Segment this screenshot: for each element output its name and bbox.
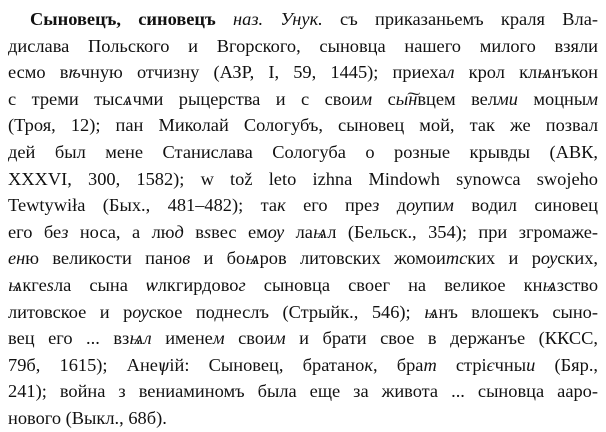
text-segment: д (174, 221, 184, 242)
headword: Сыновецъ, синовецъ (30, 9, 216, 29)
text-segment: есмо в (8, 62, 69, 83)
text-segment: з (61, 221, 69, 242)
text-segment: ѹ (406, 195, 423, 216)
entry-line (8, 352, 598, 379)
text-segment: и (526, 354, 536, 375)
text-segment: м (212, 328, 225, 349)
text-segment: носа, а лю (68, 221, 175, 242)
entry-line (8, 325, 598, 352)
text-segment: є (486, 354, 495, 375)
text-segment: чную отчизну (АЗР, І, 59, 1445); приеха (80, 62, 447, 83)
text-segment: вец его ... вз (8, 328, 130, 349)
text-segment: кге (22, 274, 47, 295)
text-segment: с треми тыс (8, 88, 123, 109)
text-segment: ла сына (53, 274, 147, 295)
entry-line (8, 6, 598, 33)
entry-line (8, 192, 598, 219)
text-segment: ѩ (312, 221, 328, 242)
text-segment: крол кл (454, 62, 538, 83)
text-segment: ѩ (129, 328, 144, 349)
text-segment: (Троя, 12); пан Миколай Сологубъ, сыновец мой, так же позвал (8, 115, 598, 136)
text-segment: ѩ (8, 274, 23, 295)
text-segment: нового (Выкл., 68б). (8, 407, 167, 428)
text-segment: ѹ (267, 221, 285, 242)
text-segment: нъкон (551, 62, 598, 83)
text-segment: с (372, 88, 396, 109)
text-segment: л (143, 328, 152, 349)
text-segment: стрі (436, 354, 487, 375)
text-segment: ѱ (157, 354, 170, 375)
text-segment: ла (284, 221, 313, 242)
text-segment: в (183, 221, 204, 242)
text-segment: зство (556, 274, 598, 295)
text-segment: д (379, 195, 407, 216)
text-segment: водил синовец (453, 195, 598, 216)
text-segment: 241); война з вениаминомъ была еще за живота ... сыновца ааро- (8, 381, 598, 402)
entry-line (8, 405, 598, 432)
text-segment: ѕ (46, 274, 54, 295)
text-segment: ю великости пано (25, 248, 183, 269)
text-segment: м (360, 88, 373, 109)
text-segment: м (586, 88, 598, 109)
text-segment: , бра (372, 354, 424, 375)
text-segment: имене (151, 328, 213, 349)
text-segment: тс (445, 248, 468, 269)
text-segment: чми рыцерства и с свои (132, 88, 361, 109)
text-segment: сыновца своег на великое кн (245, 274, 543, 295)
text-segment: (Бяр., (535, 354, 598, 375)
line-0 (340, 9, 598, 29)
text-segment: к (364, 354, 373, 375)
text-segment: г (238, 274, 246, 295)
text-segment: ен (8, 248, 26, 269)
entry-line (8, 378, 598, 405)
text-segment: ѹ (540, 248, 558, 269)
text-segment: ми (497, 88, 518, 109)
text-segment: лкгирдово (157, 274, 239, 295)
text-segment: т (423, 354, 437, 375)
entry-line (8, 299, 598, 326)
entry-line (8, 139, 598, 166)
text-segment: нъ влошекъ сыно- (438, 301, 598, 322)
entry-line (8, 112, 598, 139)
text-segment: XXXVI, 300, 1582); w tož leto izhna Mindowh synowca swojeho (8, 168, 598, 189)
text-segment: литовское и р (8, 301, 133, 322)
entry-line (8, 166, 598, 193)
text-segment: ѡ (146, 274, 158, 295)
entry-line (8, 272, 598, 299)
text-segment: вес ем (211, 221, 268, 242)
text-segment: пи (422, 195, 443, 216)
text-segment: ѣ (68, 62, 81, 83)
text-segment: его бе (8, 221, 62, 242)
text-segment: в (182, 248, 191, 269)
definition: Унук. (280, 9, 323, 29)
entry-line (8, 33, 598, 60)
text-segment: Tewtywiła (Бых., 481–482); та (8, 195, 278, 216)
text-segment: ѩ (537, 62, 552, 83)
text-segment: ких и р (467, 248, 541, 269)
text-segment: ское поднеслъ (Стрыйк., 546); (148, 301, 425, 322)
text-segment: ѩ (424, 301, 439, 322)
text-segment: дислава Польского и Вгорского, сыновца нашего милого взяли (8, 35, 598, 56)
entry-line (8, 245, 598, 272)
text-segment: л (446, 62, 455, 83)
grammar-label: наз. (233, 9, 264, 29)
text-segment: ѩ (542, 274, 557, 295)
text-segment: съ приказаньемъ краля Вла- (340, 9, 598, 29)
text-segment: дей был мене Станислава Сологуба о розные крывды (АВК, (8, 141, 598, 162)
text-segment: з (372, 195, 380, 216)
text-segment: м (442, 195, 454, 216)
entry-line (8, 86, 598, 113)
text-segment: чны (494, 354, 527, 375)
text-segment: к (277, 195, 286, 216)
text-segment: его пре (285, 195, 373, 216)
text-segment: и брати свое в держанъе (ККСС, (285, 328, 598, 349)
text-segment: ій: Сыновец, братано (169, 354, 365, 375)
text-segment: л (Бельск., 354); при згромаже- (327, 221, 598, 242)
entry-line (8, 219, 598, 246)
text-segment: свои (224, 328, 274, 349)
text-segment: м (273, 328, 286, 349)
text-segment: и бо (190, 248, 246, 269)
text-segment: ѩ (245, 248, 260, 269)
text-segment: моцны (517, 88, 587, 109)
text-segment: ских, (557, 248, 598, 269)
text-segment: ѧ (122, 88, 133, 109)
text-segment: ров литовских жомои (259, 248, 446, 269)
text-segment: ѹ (132, 301, 149, 322)
text-segment: ы͠н (395, 88, 418, 109)
text-segment: 79б, 1615); Ане (8, 354, 158, 375)
text-segment: ѕ (203, 221, 212, 242)
entry-line (8, 59, 598, 86)
text-segment: вцем вел (417, 88, 497, 109)
